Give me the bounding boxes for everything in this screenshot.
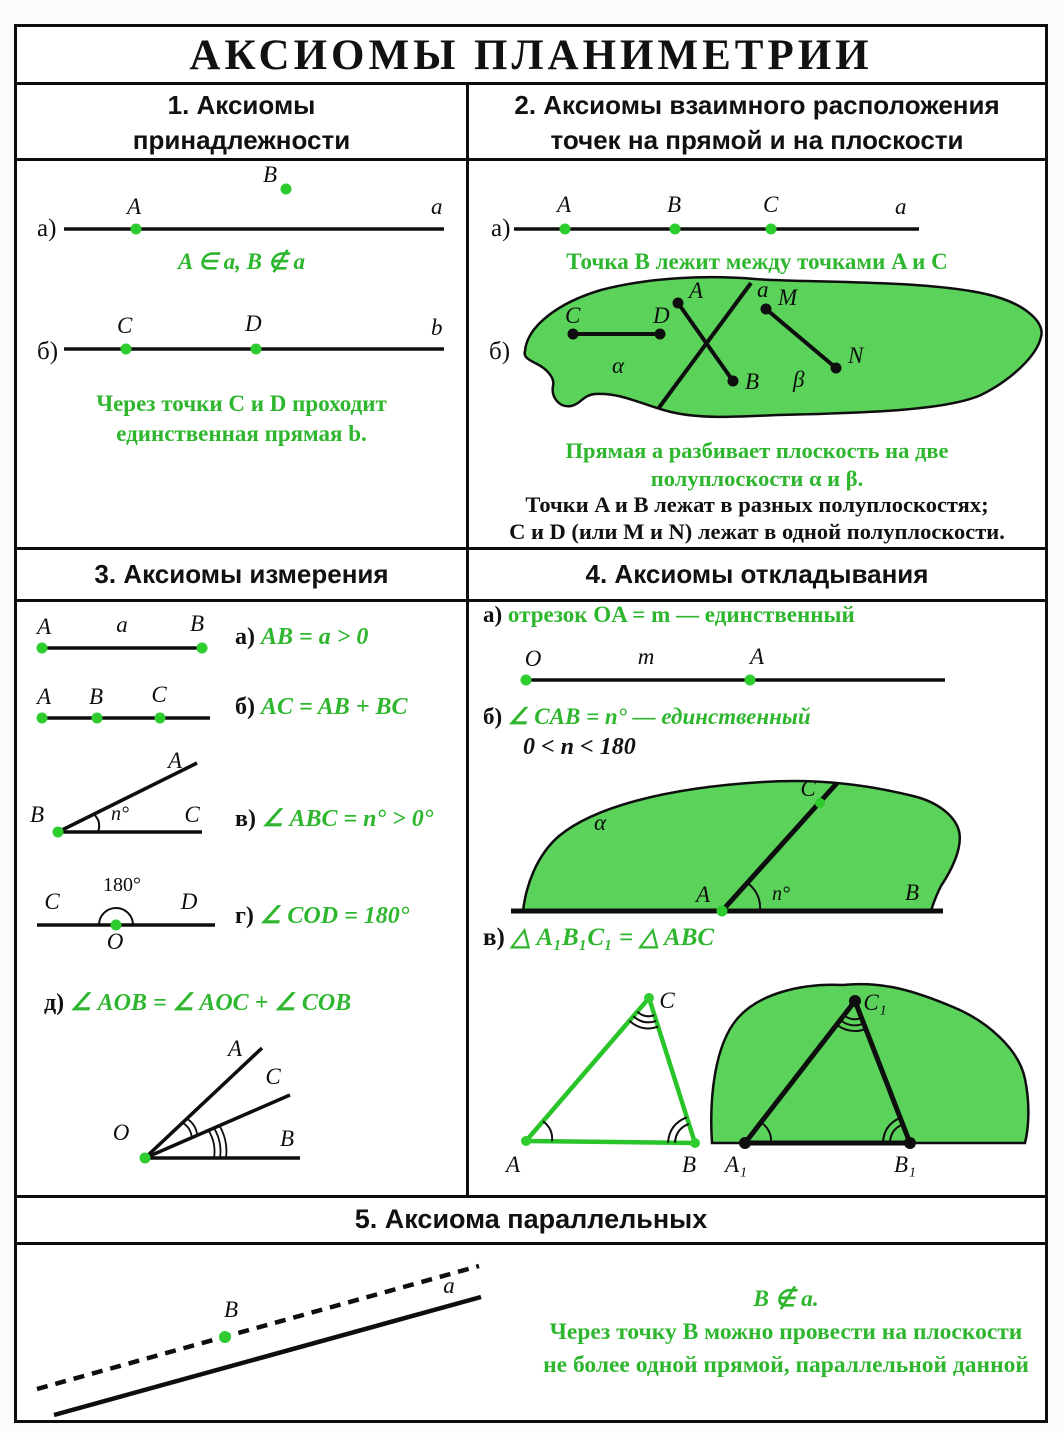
item-marker: а) <box>37 215 57 242</box>
s5-caption: B ∉ a. Через точку B можно провести на плоскости не более одной прямой, параллельной данной <box>543 1286 1029 1378</box>
point-O-label: O <box>524 646 542 671</box>
point-B-label: B <box>88 684 104 709</box>
point-M-label: M <box>778 285 798 310</box>
point-B-dot <box>728 376 739 387</box>
vertex-A1-dot <box>739 1137 751 1149</box>
ray-OA <box>145 1048 262 1158</box>
vertex-C-dot <box>644 993 654 1003</box>
point-O-dot <box>521 675 532 686</box>
vertex-B1-dot <box>904 1137 916 1149</box>
point-B-dot <box>197 643 208 654</box>
s4-text-a: а) отрезок OA = m — единственный <box>483 602 855 627</box>
point-D-dot <box>251 344 262 355</box>
parallel-line-dashed <box>37 1266 479 1389</box>
s5-diagram <box>29 1253 519 1418</box>
section1-header: 1. Аксиомы принадлежности <box>132 90 351 155</box>
page-title: АКСИОМЫ ПЛАНИМЕТРИИ <box>189 32 873 79</box>
angle-n-label: n° <box>772 883 790 905</box>
point-N-label: N <box>848 343 864 368</box>
point-D-label: D <box>245 311 262 336</box>
item-marker: б) <box>489 338 511 365</box>
point-A-label: A <box>167 748 183 773</box>
section3-content <box>17 602 466 1195</box>
point-B-label: B <box>189 611 205 636</box>
point-B-label: B <box>279 1126 295 1151</box>
s4-diagram-a <box>509 644 989 696</box>
s3-diagram-a <box>32 611 237 670</box>
point-A-label: A <box>689 278 704 303</box>
point-B-label: B <box>29 802 45 827</box>
point-D-dot <box>655 329 666 340</box>
point-A-dot <box>37 643 48 654</box>
item-marker: а) <box>491 215 511 242</box>
point-A-label: A <box>227 1036 243 1061</box>
vertex-C1-label: C₁ <box>863 990 887 1015</box>
line-a <box>54 1297 481 1415</box>
vertex-A1-label: A₁ <box>724 1152 748 1177</box>
section5-header: 5. Аксиома параллельных <box>354 1204 708 1234</box>
s1-caption-b: Через точки C и D проходит единственная прямая b. <box>96 391 387 446</box>
point-D-label: D <box>180 889 198 914</box>
s2-caption-a: Точка B лежит между точками A и C <box>566 249 948 274</box>
s3-diagram-g <box>27 869 232 954</box>
ray-OC <box>145 1095 290 1158</box>
line-a-label: a <box>431 194 443 219</box>
s1-caption-a: A ∈ a, B ∉ a <box>178 249 305 274</box>
point-C-label: C <box>265 1064 281 1089</box>
s3-formula-b: б) AC = AB + BC <box>235 694 408 720</box>
vertex-B-label: B <box>681 1152 697 1177</box>
point-B-label: B <box>263 162 278 187</box>
triangle-ABC <box>526 998 695 1143</box>
s3-diagram-b <box>32 682 237 738</box>
point-A-dot <box>673 298 684 309</box>
point-B-dot <box>281 184 292 195</box>
line-b-label: b <box>431 315 443 340</box>
point-O-label: O <box>106 929 124 954</box>
s4-diagram-halfplane <box>481 774 1039 926</box>
s3-formula-g: г) ∠ COD = 180° <box>235 903 410 929</box>
point-A-label: A <box>749 644 765 669</box>
point-B-label: B <box>904 880 920 905</box>
halfplane-alpha-label: α <box>612 353 625 378</box>
s3-formula-v: в) ∠ ABC = n° > 0° <box>235 806 434 832</box>
angle-180-label: 180° <box>103 874 141 896</box>
segment-m-label: m <box>637 644 655 669</box>
point-B-dot <box>670 224 681 235</box>
point-B-label: B <box>745 369 760 394</box>
vertex-A-label: A <box>505 1152 521 1177</box>
point-A-label: A <box>557 192 572 217</box>
section4-header: 4. Аксиомы откладывания <box>585 559 929 589</box>
point-C-dot <box>155 713 166 724</box>
point-C-dot <box>766 224 777 235</box>
vertex-A-dot <box>521 1136 531 1146</box>
halfplane-beta-label: β <box>793 367 805 392</box>
section2-content <box>469 161 1045 547</box>
point-A-dot <box>717 906 728 917</box>
point-B-dot <box>92 713 103 724</box>
point-A-label: A <box>127 194 142 219</box>
angle-B-arc <box>668 1117 687 1142</box>
item-marker: б) <box>37 338 59 365</box>
poster-frame <box>14 24 1048 1423</box>
point-N-dot <box>831 363 842 374</box>
angle-n-label: n° <box>111 803 129 825</box>
s4-text-b: б) ∠ CAB = n° — единственный <box>483 704 811 729</box>
point-D-label: D <box>653 303 670 328</box>
point-C-label: C <box>44 889 60 914</box>
point-M-dot <box>761 304 772 315</box>
point-C-label: C <box>151 682 167 707</box>
point-C-label: C <box>565 303 581 328</box>
s1-diagram-b <box>27 311 457 391</box>
angle-COB-arc <box>208 1130 214 1158</box>
s2-caption-green: Прямая a разбивает плоскость на две полуплоскости α и β. <box>565 438 949 491</box>
divider <box>17 547 1045 550</box>
halfplane-alpha-label: α <box>593 810 607 835</box>
line-a-label: a <box>895 194 907 219</box>
point-C-label: C <box>763 192 779 217</box>
vertex-C-label: C <box>659 988 675 1013</box>
s4-diagram-triangles <box>481 974 1041 1192</box>
angle-B-arc <box>675 1124 689 1143</box>
angle-A-arc <box>543 1121 552 1141</box>
section5-content <box>17 1245 1045 1420</box>
point-B-label: B <box>667 192 682 217</box>
section3-header: 3. Аксиомы измерения <box>94 559 389 589</box>
line-a-label: a <box>757 277 769 302</box>
point-A-dot <box>560 224 571 235</box>
vertex-B-dot <box>690 1138 700 1148</box>
line-a-label: a <box>443 1273 455 1298</box>
angle-AOC-arc <box>182 1122 192 1137</box>
point-A-dot <box>745 675 756 686</box>
segment-a-label: a <box>116 612 128 637</box>
point-C-label: C <box>184 802 200 827</box>
point-A-label: A <box>36 684 52 709</box>
section4-content <box>469 602 1045 1195</box>
s3-diagram-v <box>27 748 232 849</box>
point-C-dot <box>815 798 825 808</box>
point-C-label: C <box>117 313 133 338</box>
point-A-dot <box>131 224 142 235</box>
point-A-label: A <box>695 882 711 907</box>
point-C-dot <box>121 344 132 355</box>
angle-arc <box>94 814 99 832</box>
s4-range: 0 < n < 180 <box>523 734 636 760</box>
point-A-dot <box>37 713 48 724</box>
section2-header: 2. Аксиомы взаимного расположения точек на прямой и на плоскости <box>514 90 1000 155</box>
point-O-dot <box>140 1153 151 1164</box>
s2-diagram-b <box>469 273 1051 433</box>
s3-formula-a: а) AB = a > 0 <box>235 624 369 650</box>
point-O-label: O <box>112 1120 130 1145</box>
point-B-label: B <box>223 1297 239 1322</box>
vertex-C1-dot <box>849 995 861 1007</box>
point-C-dot <box>568 329 579 340</box>
s2-caption-black: Точки A и B лежат в разных полуплоскостях; C и D (или M и N) лежат в одной полуплоскости. <box>509 492 1005 544</box>
point-A-label: A <box>36 614 52 639</box>
s3-diagram-d <box>99 1030 339 1182</box>
divider <box>17 82 1045 85</box>
s4-formula-v: в) △ A₁B₁C₁ = △ ABC <box>483 924 715 951</box>
point-C-label: C <box>800 776 816 801</box>
point-B-dot <box>53 827 64 838</box>
s3-formula-d: д) ∠ AOB = ∠ AOC + ∠ COB <box>44 990 352 1016</box>
point-B-dot <box>219 1331 231 1343</box>
section1-content <box>17 161 466 547</box>
vertex-B1-label: B₁ <box>893 1152 917 1177</box>
